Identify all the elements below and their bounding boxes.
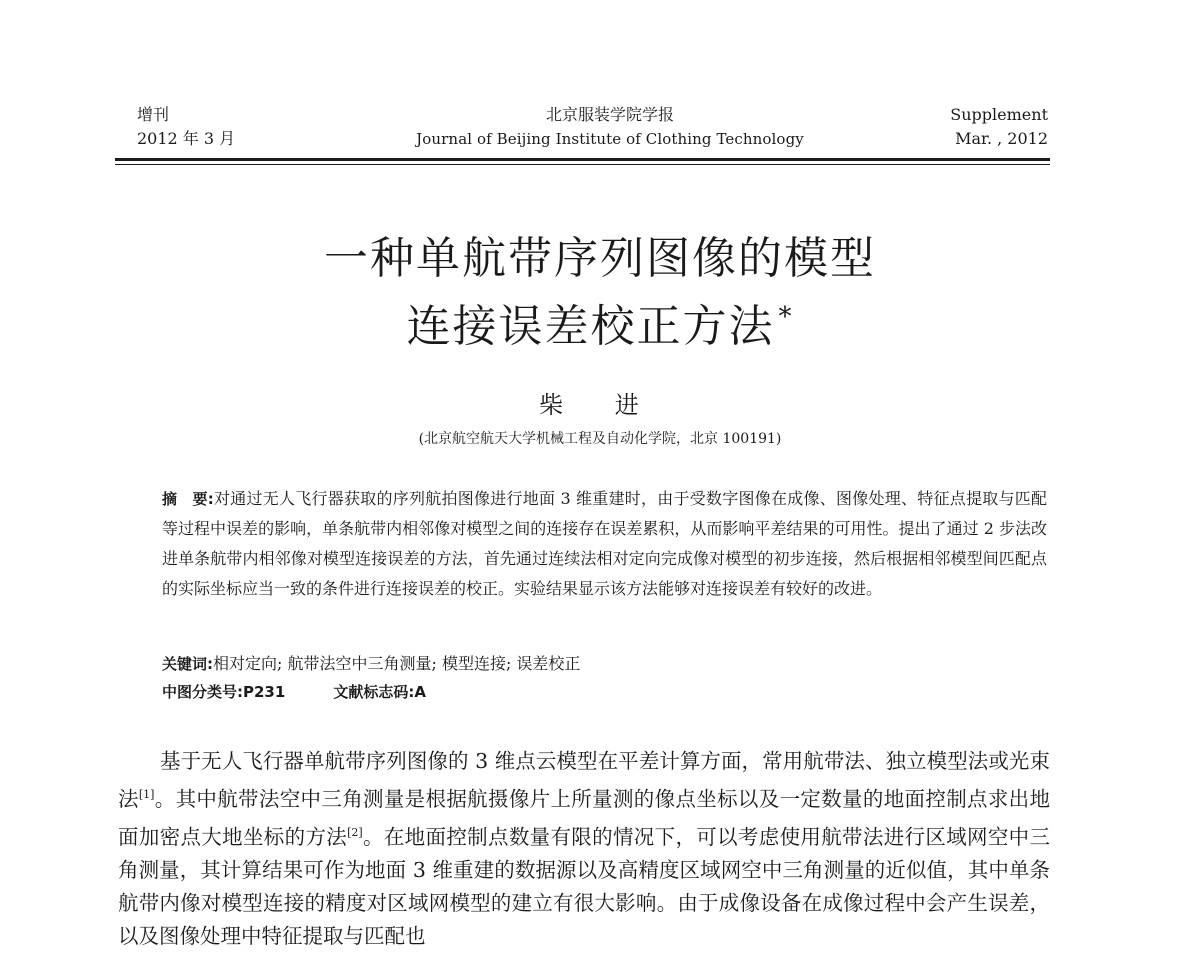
author-affiliation: (北京航空航天大学机械工程及自动化学院，北京 100191): [418, 431, 782, 447]
keywords-label: 关键词:: [162, 655, 213, 673]
body-text-part2: 。其中航带法空中三角测量是根据航摄像片上所量测的像点坐标以及一定数量的地面控制点求出地面加密点大地坐标的方法: [118, 786, 1050, 849]
journal-issue-en: Supplement: [950, 105, 1048, 124]
abstract-text: 对通过无人飞行器获取的序列航拍图像进行地面 3 维重建时，由于受数字图像在成像、图像处理、特征点提取与匹配等过程中误差的影响，单条航带内相邻像对模型之间的连接存在误差累积，从而影响平差结果的可用性。提出了通过 2 步法改进单条航带内相邻像对模型连接误差的方法，首先通过连续法相对定向完成像对模型的初步连接，然后根据相邻模型间匹配点的实际坐标应当一致的条件进行连接误差的校正。实验结果显示该方法能够对连接误差有较好的改进。: [162, 489, 1047, 598]
citation-ref-2[interactable]: [2]: [347, 825, 363, 839]
citation-ref-1[interactable]: [1]: [138, 788, 155, 801]
author-name: 柴 进: [539, 391, 661, 419]
abstract-label: 摘 要:: [162, 490, 214, 508]
paper-title-line2-text: 连接误差校正方法: [406, 301, 775, 352]
header-rule-thick: [115, 158, 1050, 161]
classification: [162, 681, 426, 702]
doc-code-label: 文献标志码:: [333, 683, 415, 701]
abstract: [162, 484, 1047, 604]
journal-issue-label: 增刊: [137, 105, 170, 124]
journal-name-cn: 北京服装学院学报: [545, 105, 674, 124]
paper-title-line1: 一种单航带序列图像的模型: [324, 233, 876, 284]
title-footnote-mark: *: [778, 302, 794, 333]
clc-value: P231: [243, 683, 286, 701]
paper-title-line2: [100, 290, 1100, 354]
keywords-text: 相对定向; 航带法空中三角测量; 模型连接; 误差校正: [213, 654, 581, 673]
doc-code-value: A: [414, 683, 426, 701]
header-rule-thin: [115, 164, 1050, 165]
journal-date-cn: 2012 年 3 月: [137, 129, 236, 148]
keywords: [162, 651, 580, 674]
body-text-part1: 基于无人飞行器单航带序列图像的 3 维点云模型在平差计算方面，常用航带法、独立模型法或光束法: [118, 749, 1050, 811]
body-paragraph: [118, 745, 1050, 953]
clc-label: 中图分类号:: [162, 683, 243, 701]
body-text-part3: 。在地面控制点数量有限的情况下，可以考虑使用航带法进行区域网空中三角测量，其计算结果可作为地面 3 维重建的数据源以及高精度区域网空中三角测量的近似值，其中单条航带内像对模型连接的精度对区域网模型的建立有很大影响。由于成像设备在成像过程中会产生误差，以及图像处理中特征提取与匹配也: [118, 824, 1051, 948]
journal-name-en: Journal of Beijing Institute of Clothing Technology: [416, 130, 804, 148]
journal-date-en: Mar. , 2012: [955, 129, 1048, 148]
